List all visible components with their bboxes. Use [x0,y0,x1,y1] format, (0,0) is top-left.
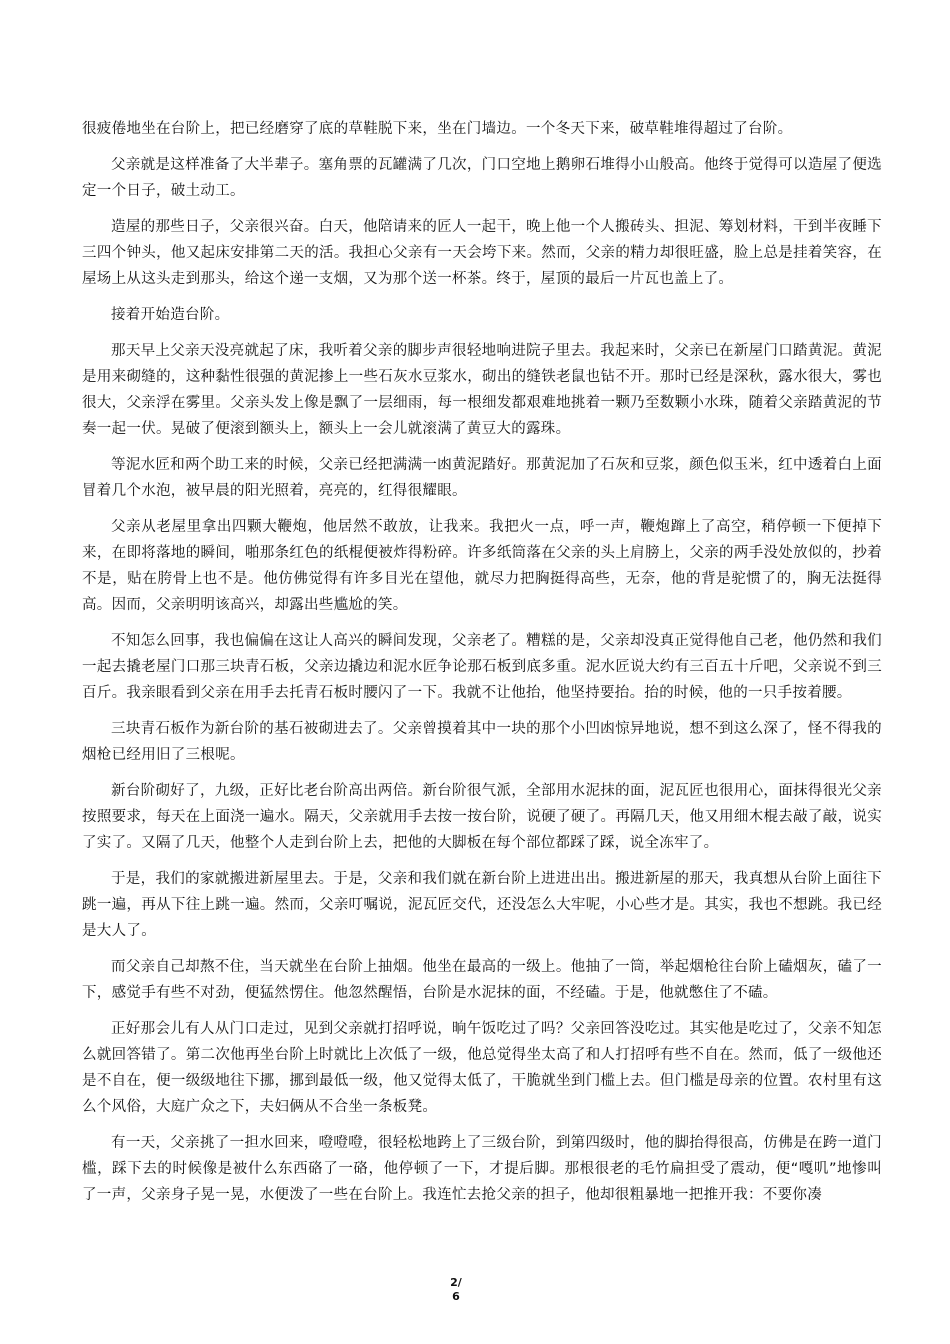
paragraph: 造屋的那些日子，父亲很兴奋。白天，他陪请来的匠人一起干，晚上他一个人搬砖头、担泥、筹划材料，干到半夜睡下三四个钟头，他又起床安排第二天的活。我担心父亲有一天会垮下来。然而，父亲的精力却很旺盛，脸上总是挂着笑容，在屋场上从这头走到那头，给这个递一支烟，又为那个送一杯茶。终于，屋顶的最后一片瓦也盖上了。 [82,219,882,287]
paragraph: 父亲从老屋里拿出四颗大鞭炮，他居然不敢放，让我来。我把火一点，呼一声，鞭炮蹿上了高空，稍停顿一下便掉下来，在即将落地的瞬间，啪那条红色的纸棍便被炸得粉碎。许多纸筒落在父亲的头上肩膀上，父亲的两手没处放似的，抄着不是，贴在胯骨上也不是。他仿佛觉得有许多目光在望他，就尽力把胸挺得高些，无奈，他的背是驼惯了的，胸无法挺得高。因而，父亲明明该高兴，却露出些尴尬的笑。 [82,519,882,613]
document-body [82,116,882,1218]
paragraph: 正好那会儿有人从门口走过，见到父亲就打招呼说，晌午饭吃过了吗？父亲回答没吃过。其实他是吃过了，父亲不知怎么就回答错了。第二次他再坐台阶上时就比上次低了一级，他总觉得坐太高了和人打招呼有些不自在。然而，低了一级他还是不自在，便一级级地往下挪，挪到最低一级，他又觉得太低了，干脆就坐到门槛上去。但门槛是母亲的位置。农村里有这么个风俗，大庭广众之下，夫妇俩从不合坐一条板凳。 [82,1021,882,1115]
paragraph: 很疲倦地坐在台阶上，把已经磨穿了底的草鞋脱下来，坐在门墙边。一个冬天下来，破草鞋堆得超过了台阶。 [82,121,793,137]
page-number-current: 2/ [450,1276,462,1289]
paragraph: 有一天，父亲挑了一担水回来，噔噔噔，很轻松地跨上了三级台阶，到第四级时，他的脚抬得很高，仿佛是在跨一道门槛，踩下去的时候像是被什么东西硌了一硌，他停顿了一下，才提后脚。那根很老的毛竹扁担受了震动，便“嘎叽”地惨叫了一声，父亲身子晃一晃，水便泼了一些在台阶上。我连忙去抢父亲的担子，他却很粗暴地一把推开我：不要你凑 [82,1135,882,1203]
paragraph: 等泥水匠和两个助工来的时候，父亲已经把满满一凼黄泥踏好。那黄泥加了石灰和豆浆，颜色似玉米，红中透着白上面冒着几个水泡，被早晨的阳光照着，亮亮的，红得很耀眼。 [82,457,882,499]
paragraph: 那天早上父亲天没亮就起了床，我听着父亲的脚步声很轻地响进院子里去。我起来时，父亲已在新屋门口踏黄泥。黄泥是用来砌缝的，这种黏性很强的黄泥掺上一些石灰水豆浆水，砌出的缝铁老鼠也钻不开。那时已经是深秋，露水很大，雾也很大，父亲浮在雾里。父亲头发上像是飘了一层细雨，每一根细发都艰难地挑着一颗乃至数颗小水珠，随着父亲踏黄泥的节奏一起一伏。晃破了便滚到额头上，额头上一会儿就滚满了黄豆大的露珠。 [82,343,882,437]
paragraph: 而父亲自己却熬不住，当天就坐在台阶上抽烟。他坐在最高的一级上。他抽了一筒，举起烟枪往台阶上磕烟灰，磕了一下，感觉手有些不对劲，便猛然愣住。他忽然醒悟，台阶是水泥抹的面，不经磕。于是，他就憋住了不磕。 [82,959,882,1001]
paragraph: 新台阶砌好了，九级，正好比老台阶高出两倍。新台阶很气派，全部用水泥抹的面，泥瓦匠也很用心，面抹得很光父亲按照要求，每天在上面浇一遍水。隔天，父亲就用手去按一按台阶，说硬了硬了。再隔几天，他又用细木棍去敲了敲，说实了实了。又隔了几天，他整个人走到台阶上去，把他的大脚板在每个部位都踩了踩，说全冻牢了。 [82,783,882,851]
paragraph: 接着开始造台阶。 [111,307,230,323]
page-number-total: 6 [452,1290,460,1303]
paragraph: 不知怎么回事，我也偏偏在这让人高兴的瞬间发现，父亲老了。糟糕的是，父亲却没真正觉得他自己老，他仍然和我们一起去撬老屋门口那三块青石板，父亲边撬边和泥水匠争论那石板到底多重。泥水匠说大约有三百五十斤吧，父亲说不到三百斤。我亲眼看到父亲在用手去托青石板时腰闪了一下。我就不让他抬，他坚持要抬。抬的时候，他的一只手按着腰。 [82,633,882,701]
paragraph: 于是，我们的家就搬进新屋里去。于是，父亲和我们就在新台阶上进进出出。搬进新屋的那天，我真想从台阶上面往下跳一遍，再从下往上跳一遍。然而，父亲叮嘱说，泥瓦匠交代，还没怎么大牢呢，小心些才是。其实，我也不想跳。我已经是大人了。 [82,871,882,939]
page-number [445,1276,467,1304]
paragraph: 三块青石板作为新台阶的基石被砌进去了。父亲曾摸着其中一块的那个小凹凼惊异地说，想不到这么深了，怪不得我的烟枪已经用旧了三根呢。 [82,721,882,763]
paragraph: 父亲就是这样准备了大半辈子。塞角票的瓦罐满了几次，门口空地上鹅卵石堆得小山般高。他终于觉得可以造屋了便选定一个日子，破土动工。 [82,157,882,199]
